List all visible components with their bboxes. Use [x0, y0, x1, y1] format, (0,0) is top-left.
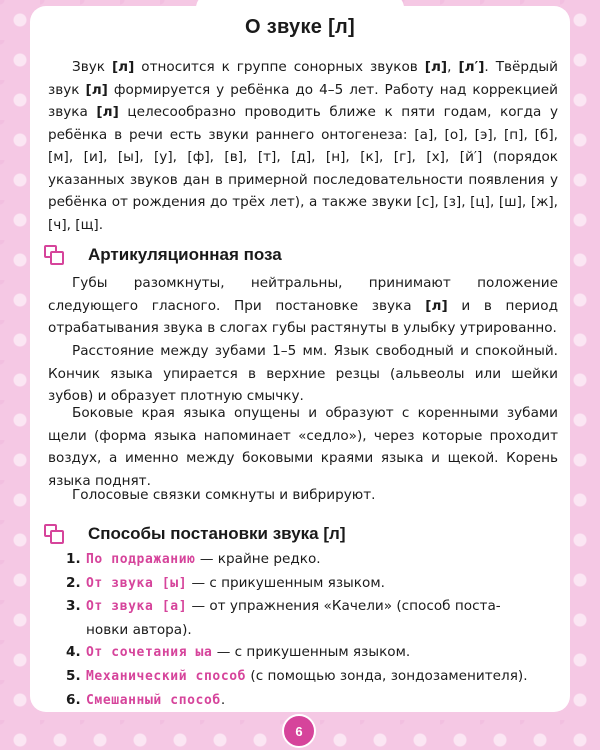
list-item-continuation: новки автора).: [86, 621, 192, 638]
list-item: 3. От звука [а] — от упражнения «Качели» (способ поста-: [66, 598, 501, 615]
articulation-paragraph-2: Расстояние между зубами 1–5 мм. Язык свободный и спокойный. Кончик языка упирается в верхние резцы (альвеолы или шейки зубов) и образует плотную смычку.: [48, 343, 558, 404]
section-methods-heading: [44, 521, 345, 547]
list-item: 2. От звука [ы] — с прикушенным языком.: [66, 574, 385, 591]
articulation-paragraph-1: Губы разомкнуты, нейтральны, принимают положение следующего гласного. При постановке звука [л] и в период отрабатывания звука в слогах губы растянуты в улыбку утрированно.: [48, 275, 558, 336]
section-title: Артикуляционная поза: [88, 245, 282, 264]
list-item: 6. Смешанный способ.: [66, 691, 226, 708]
section-bullet-icon: [44, 524, 64, 544]
articulation-paragraph-3: Боковые края языка опущены и образуют с коренными зубами щели (форма языка напоминает «седло»), через которые проходит воздух, а именно между боковыми краями языка и щекой. Корень языка поднят.: [48, 405, 558, 489]
section-title: Способы постановки звука [л]: [88, 524, 346, 543]
list-item: 5. Механический способ (с помощью зонда, зондозаменителя).: [66, 667, 528, 684]
section-bullet-icon: [44, 245, 64, 265]
list-item: 4. От сочетания ыа — с прикушенным языком.: [66, 644, 411, 661]
page-number-badge: 6: [282, 714, 316, 748]
section-articulation-heading: [44, 242, 282, 268]
methods-list: [66, 548, 566, 712]
articulation-paragraph-4: Голосовые связки сомкнуты и вибрируют.: [72, 487, 376, 503]
page-title: О звуке [л]: [245, 16, 355, 38]
intro-paragraph: Звук [л] относится к группе сонорных звуков [л], [л′]. Твёрдый звук [л] формируется у ребёнка до 4–5 лет. Работу над коррекцией звука [л] целесообразно проводить ближе к пяти годам, когда у ребёнка в речи есть звуки раннего онтогенеза: [а], [о], [э], [п], [б], [м], [и], [ы], [у], [ф], [в], [т], [д], [н], [к], [г], [х], [й′] (порядок указанных звуков дан в примерной последовательности появления у ребёнка от рождения до трёх лет), а также звуки [с], [з], [ц], [ш], [ж], [ч], [щ].: [48, 59, 559, 233]
list-item: 1. По подражанию — крайне редко.: [66, 551, 321, 567]
